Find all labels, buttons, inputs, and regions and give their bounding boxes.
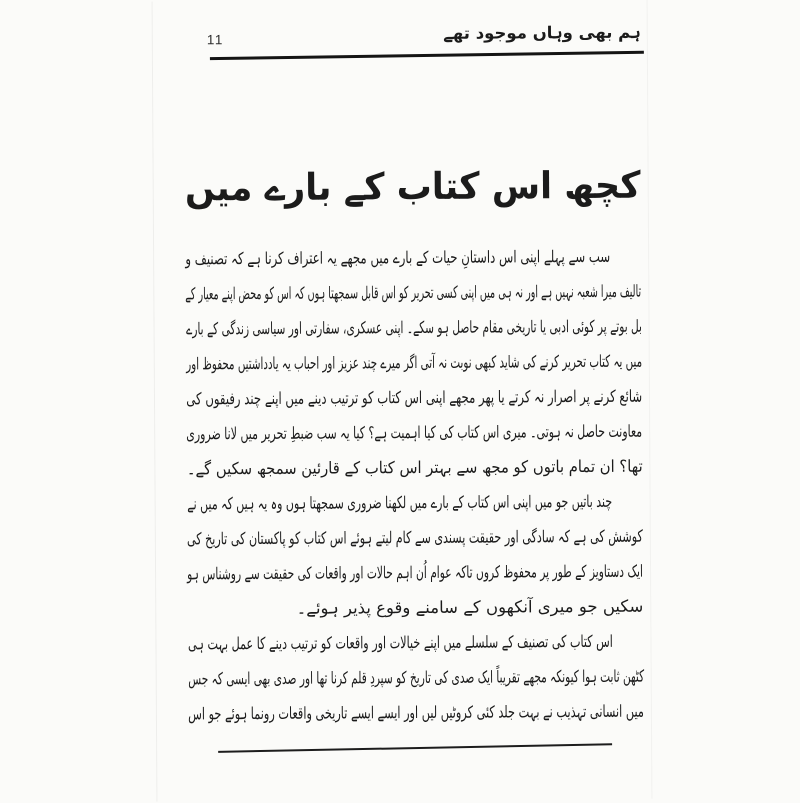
text-line xyxy=(185,239,641,277)
line-text: چند باتیں جو میں اپنی اس کتاب کے بارے میں لکھنا ضروری سمجھتا ہوں وہ یہ ہیں کہ میں نے xyxy=(186,491,612,514)
text-line xyxy=(188,694,644,732)
line-text: کٹھن ثابت ہوا کیونکہ مجھے تقریباً ایک صدی کی تاریخ کو سپردِ قلم کرنا تھا اور صدی بھی ایسی کہ جس xyxy=(187,666,644,689)
page-right-edge xyxy=(647,0,653,799)
line-text: تالیف میرا شعبہ نہیں ہے اور نہ ہی میں اپنی کسی تحریر کو اس قابل سمجھتا ہوں کہ اس کو محض اپنے معیار کے xyxy=(185,281,642,304)
text-line xyxy=(186,449,642,487)
paragraph xyxy=(187,624,644,732)
line-text: تھا؟ ان تمام باتوں کو مجھ سے بہتر اس کتاب کے قارئین سمجھ سکیں گے۔ xyxy=(186,456,643,479)
paragraph xyxy=(187,484,644,627)
chapter-heading xyxy=(185,153,641,222)
running-title-text: ہم بھی وہاں موجود تھے xyxy=(443,22,641,43)
text-line xyxy=(186,344,642,382)
text-line xyxy=(187,624,643,662)
text-line xyxy=(187,554,643,592)
body-text xyxy=(185,239,644,732)
header-rule xyxy=(210,51,644,60)
text-line xyxy=(186,379,642,417)
line-text: شائع کرنے پر اصرار نہ کرتے یا پھر مجھے اپنی اس کتاب کو ترتیب دینے میں اپنے چند رفیقوں کی xyxy=(186,386,643,409)
line-text: سب سے پہلے اپنی اس داستانِ حیات کے بارے میں مجھے یہ اعتراف کرنا ہے کہ تصنیف و xyxy=(185,246,611,269)
running-title xyxy=(381,18,641,50)
line-text: معاونت حاصل نہ ہوتی۔ میری اس کتاب کی کیا اہمیت ہے؟ کیا یہ سب ضبطِ تحریر میں لانا ضروری xyxy=(186,421,643,444)
text-line xyxy=(185,274,641,312)
page-number: 11 xyxy=(206,32,224,48)
footer-rule xyxy=(218,743,612,753)
line-text: ایک دستاویز کے طور پر محفوظ کروں تاکہ عوام اُن اہم حالات اور واقعات کی حقیقت سے روشناس ہو xyxy=(187,561,644,584)
text-line xyxy=(187,484,643,522)
line-text: سکیں جو میری آنکھوں کے سامنے وقوع پذیر ہوئے۔ xyxy=(296,596,644,618)
text-line xyxy=(188,659,644,697)
line-text: بل بوتے پر کوئی ادبی یا تاریخی مقام حاصل ہو سکے۔ اپنی عسکری، سفارتی اور سیاسی زندگی کے بارے xyxy=(185,316,642,339)
text-line xyxy=(185,309,641,347)
paragraph xyxy=(185,239,642,487)
chapter-heading-text: کچھ اس کتاب کے بارے میں xyxy=(184,163,641,210)
line-text: میں انسانی تہذیب نے بہت جلد کئی کروٹیں لیں اور ایسے ایسے تاریخی واقعات رونما ہوئے جو اس xyxy=(187,701,644,724)
line-text: کوشش کی ہے کہ سادگی اور حقیقت پسندی سے کام لیتے ہوئے اس کتاب کو پاکستان کی تاریخ کی xyxy=(186,526,643,549)
line-text: میں یہ کتاب تحریر کرنے کی شاید کبھی نوبت نہ آتی اگر میرے چند عزیز اور احباب یہ یادداشتیں محفوظ اور xyxy=(185,351,642,374)
text-line xyxy=(187,519,643,557)
line-text: اس کتاب کی تصنیف کے سلسلے میں اپنے خیالات اور واقعات کو ترتیب دینے کا عمل بہت ہی xyxy=(187,631,613,654)
text-line xyxy=(187,589,643,627)
text-line xyxy=(186,414,642,452)
